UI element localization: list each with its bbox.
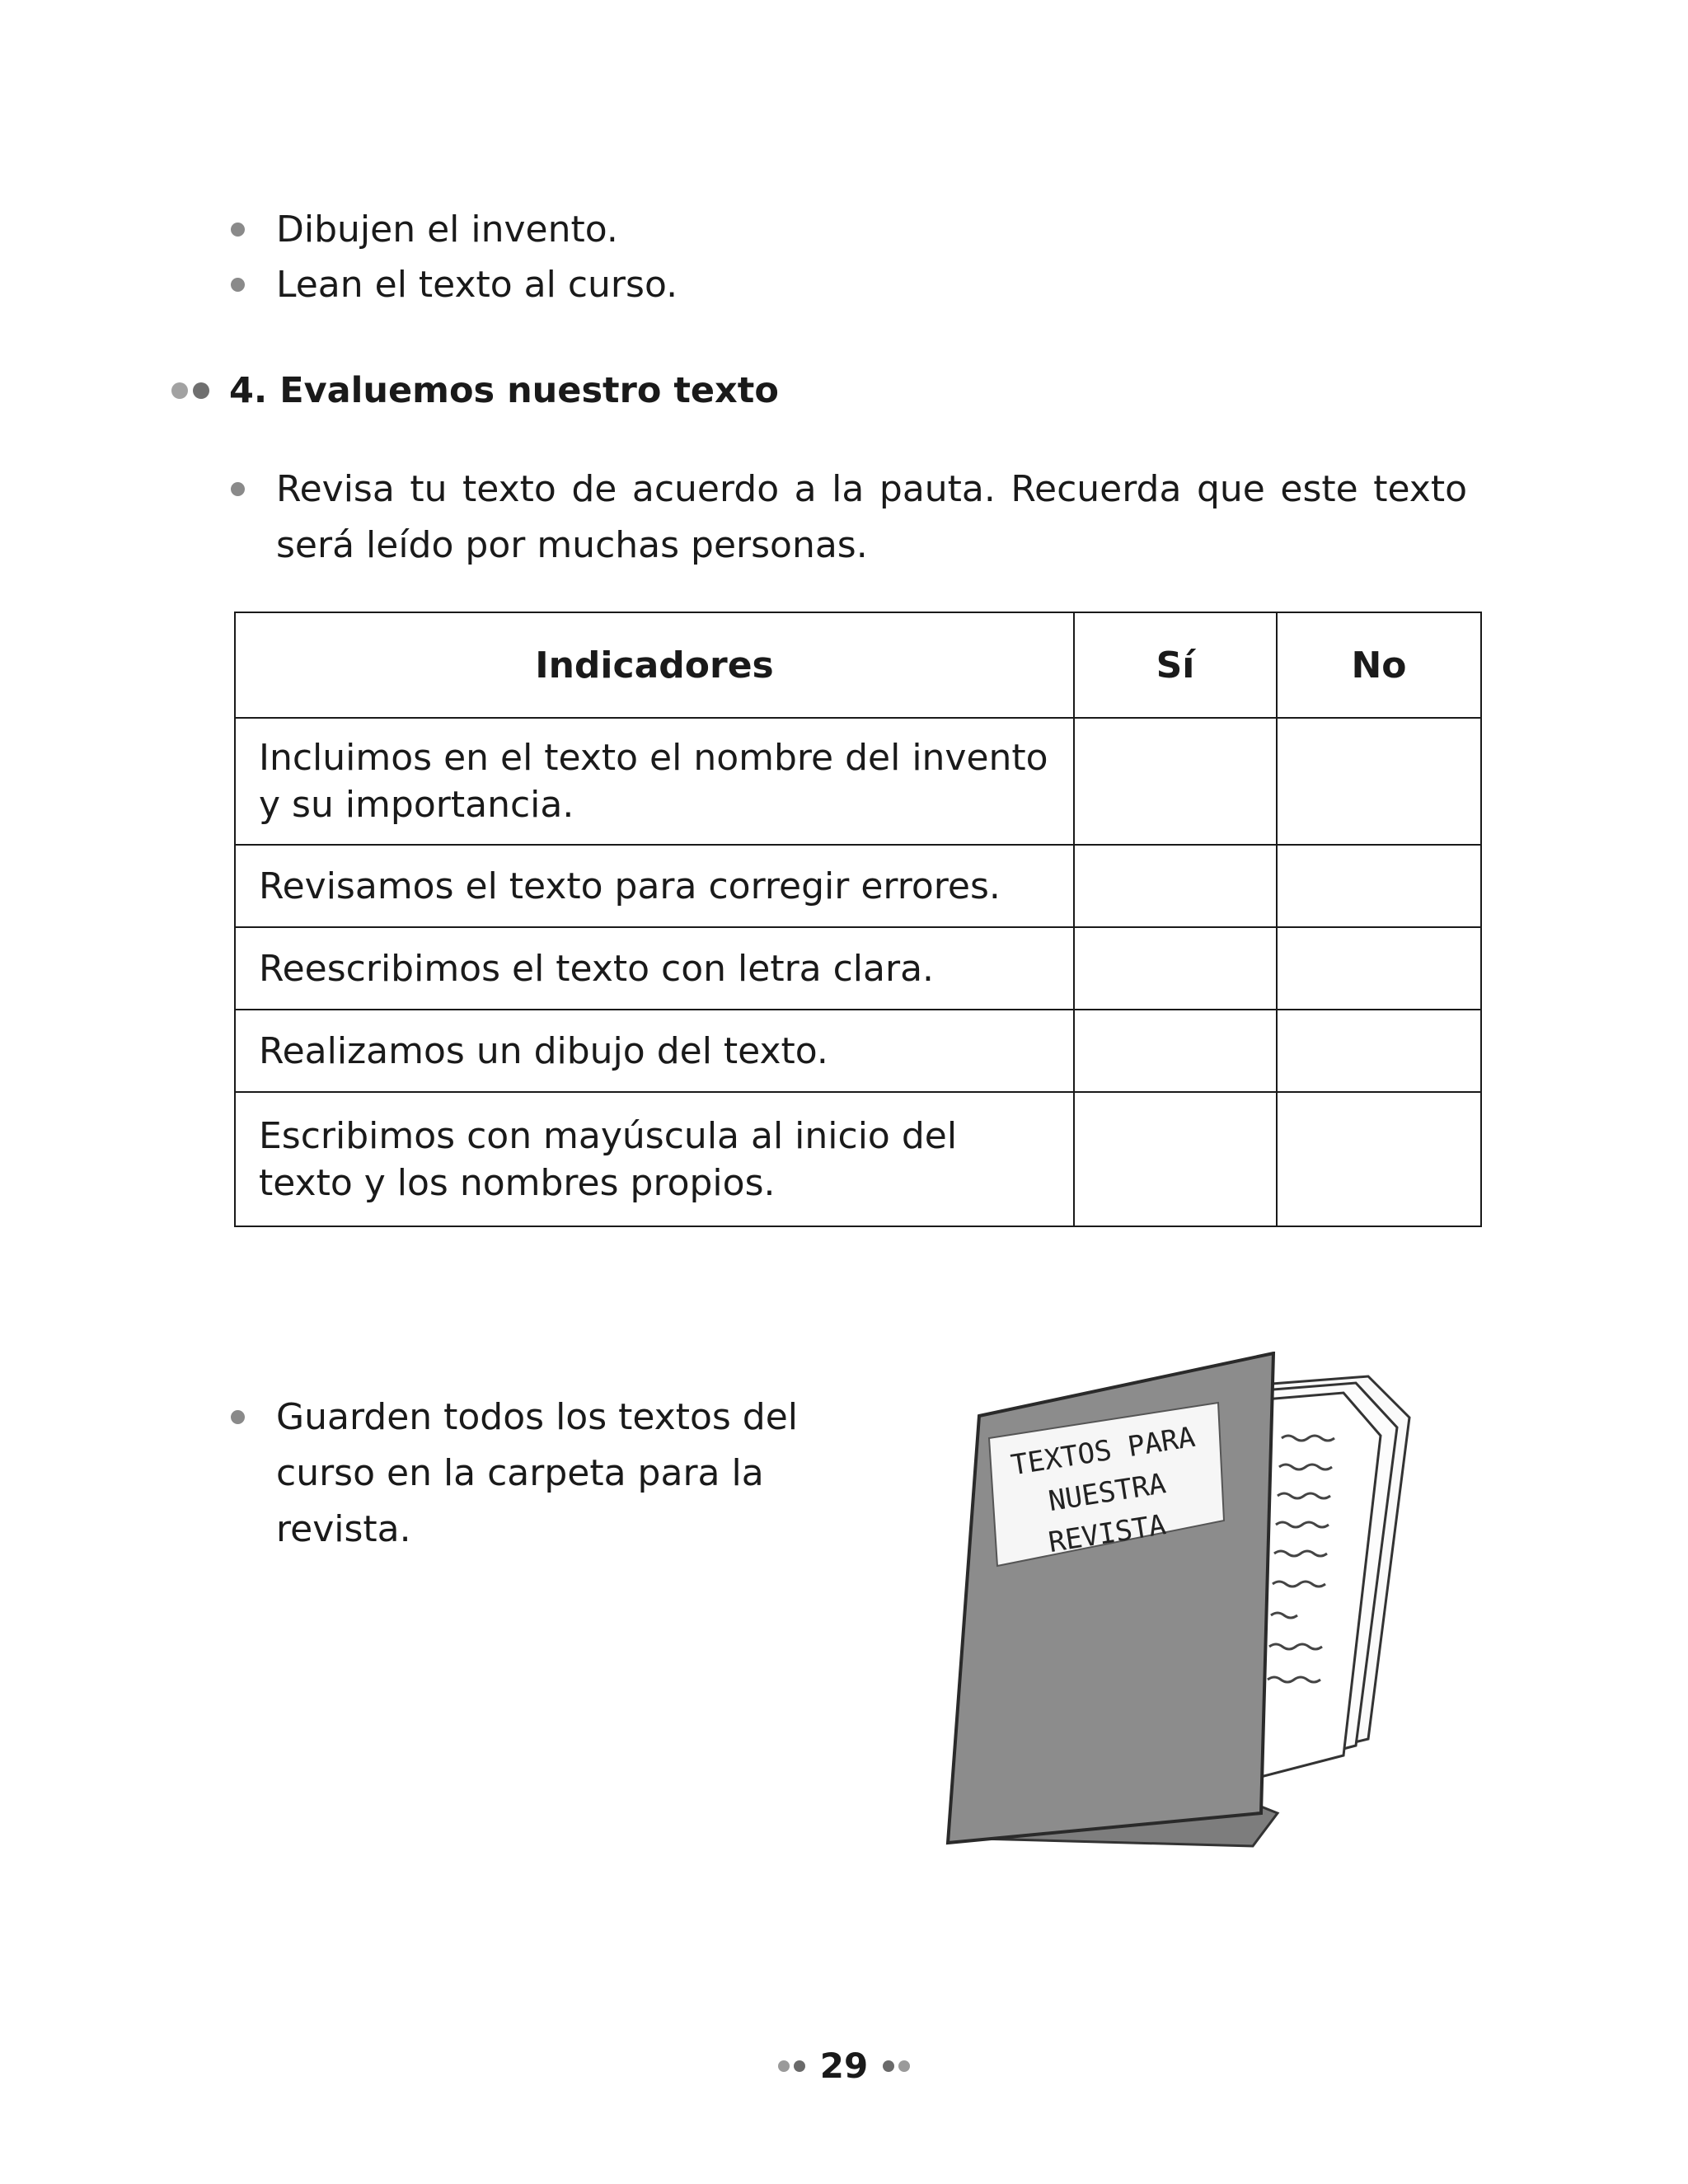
final-instruction-item [231, 1390, 903, 1558]
table-header-row [235, 612, 1481, 718]
header-no: No [1277, 612, 1481, 718]
page-footer [0, 2046, 1688, 2086]
header-si: Sí [1074, 612, 1277, 718]
decorative-dot-icon [778, 2060, 790, 2072]
final-instruction-text: Guarden todos los textos del curso en la carpeta para la revista. [276, 1396, 799, 1550]
bullet-text: Dibujen el invento. [276, 209, 618, 251]
no-checkbox-cell[interactable] [1277, 845, 1481, 927]
folder-label-line: REVISTA [1046, 1508, 1169, 1560]
folder-label-line: NUESTRA [1046, 1467, 1169, 1519]
page-number: 29 [819, 2046, 869, 2086]
bullet-icon [231, 278, 245, 292]
decorative-dot-icon [883, 2060, 894, 2072]
table-row [235, 927, 1481, 1010]
bullet-icon [231, 482, 245, 496]
indicator-cell: Realizamos un dibujo del texto. [235, 1010, 1074, 1092]
decorative-dot-icon [898, 2060, 910, 2072]
indicator-cell: Incluimos en el texto el nombre del invento y su importancia. [235, 718, 1074, 845]
header-indicadores: Indicadores [235, 612, 1074, 718]
no-checkbox-cell[interactable] [1277, 927, 1481, 1010]
list-item [231, 202, 618, 258]
evaluation-table [234, 612, 1482, 1227]
si-checkbox-cell[interactable] [1074, 1092, 1277, 1226]
instruction-text: Revisa tu texto de acuerdo a la pauta. Recuerda que este texto será leído por muchas personas. [276, 468, 1467, 566]
section-title: 4. Evaluemos nuestro texto [229, 370, 779, 411]
si-checkbox-cell[interactable] [1074, 927, 1277, 1010]
indicator-cell: Revisamos el texto para corregir errores. [235, 845, 1074, 927]
folder-icon [940, 1352, 1434, 1871]
indicator-cell: Escribimos con mayúscula al inicio del texto y los nombres propios. [235, 1092, 1074, 1226]
si-checkbox-cell[interactable] [1074, 845, 1277, 927]
bullet-icon [231, 223, 245, 237]
table-row [235, 718, 1481, 845]
bullet-icon [231, 1410, 245, 1424]
folder-label-line: TEXTOS PARA [1008, 1420, 1198, 1483]
folder-illustration [940, 1352, 1434, 1871]
si-checkbox-cell[interactable] [1074, 1010, 1277, 1092]
list-item [231, 257, 678, 313]
decorative-dot-icon [171, 382, 188, 399]
instruction-item [231, 462, 1467, 574]
no-checkbox-cell[interactable] [1277, 718, 1481, 845]
decorative-dot-icon [794, 2060, 805, 2072]
indicator-cell: Reescribimos el texto con letra clara. [235, 927, 1074, 1010]
no-checkbox-cell[interactable] [1277, 1092, 1481, 1226]
no-checkbox-cell[interactable] [1277, 1010, 1481, 1092]
si-checkbox-cell[interactable] [1074, 718, 1277, 845]
decorative-dot-icon [193, 382, 209, 399]
table-row [235, 845, 1481, 927]
table-row [235, 1010, 1481, 1092]
section-heading [171, 366, 779, 415]
table-row [235, 1092, 1481, 1226]
bullet-text: Lean el texto al curso. [276, 264, 678, 306]
